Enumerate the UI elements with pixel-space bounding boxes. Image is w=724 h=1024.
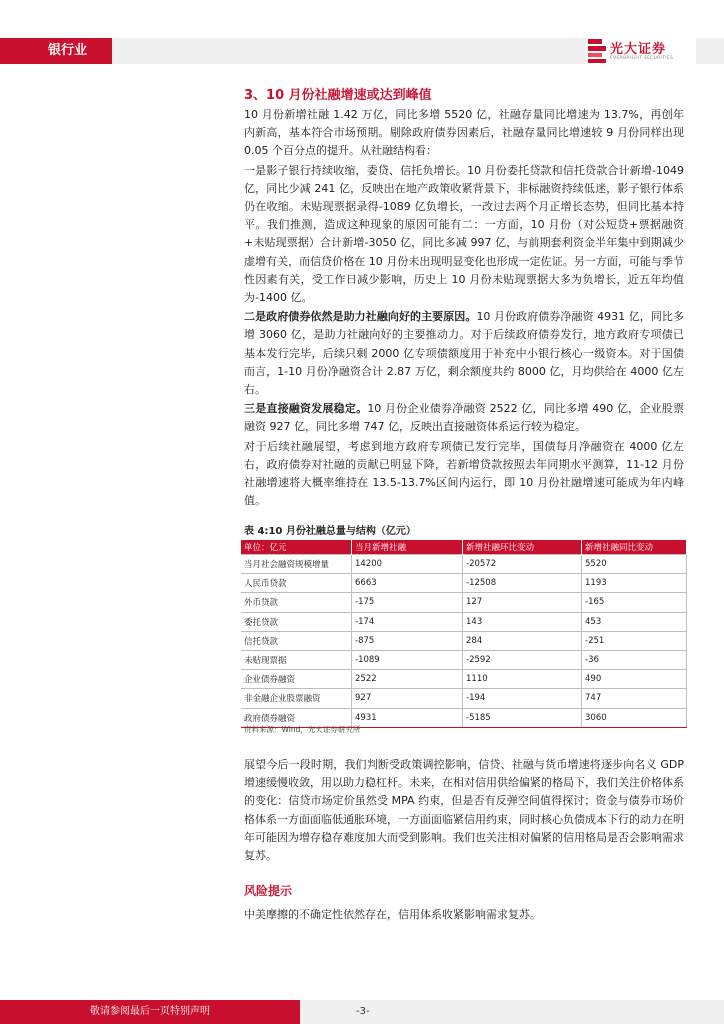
table-cell: 2522 xyxy=(352,670,463,689)
table-title: 表 4:10 月份社融总量与结构（亿元） xyxy=(244,526,416,537)
table-cell: -251 xyxy=(582,631,687,650)
risk-text: 中美摩擦的不确定性依然存在，信用体系收紧影响需求复苏。 xyxy=(244,908,541,921)
table-cell: 747 xyxy=(582,689,687,708)
table-row xyxy=(241,670,687,689)
table-cell: 3060 xyxy=(582,708,687,727)
table-cell: 1193 xyxy=(582,574,687,593)
table-cell: 人民币贷款 xyxy=(241,574,352,593)
table-cell: -174 xyxy=(352,612,463,631)
sector-label: 银行业 xyxy=(0,38,112,64)
table-cell: 927 xyxy=(352,689,463,708)
table-row xyxy=(241,574,687,593)
table-cell: -175 xyxy=(352,593,463,612)
paragraph: 二是政府债券依然是助力社融向好的主要原因。10 月份政府债券净融资 4931 亿，同比多增 3060 亿，是助力社融向好的主要推动力。对于后续政府债券发行，地方政府专项债已基本发行完毕，后续只剩 2000 亿专项债额度用于补充中小银行核心一级资本。对于国债而言，1-10 月份净融资合计 2.87 万亿，剩余额度共约 8000 亿，月均供给在 4000 亿左右。 xyxy=(244,310,685,397)
page-number: -3- xyxy=(356,1006,370,1017)
table-cell: -875 xyxy=(352,631,463,650)
paragraph: 对于后续社融展望，考虑到地方政府专项债已发行完毕，国债每月净融资在 4000 亿左右，政府债券对社融的贡献已明显下降，若新增贷款按照去年同期水平测算，11-12 月份社融增速将大概率维持在 13.5-13.7%区间内运行，即 10 月份社融增速可能成为年内峰值。 xyxy=(244,439,684,508)
brand-logo xyxy=(586,36,696,66)
table-cell: -20572 xyxy=(463,555,582,574)
brand-name: 光大证券 xyxy=(610,42,667,57)
table-cell: -5185 xyxy=(463,708,582,727)
table-row xyxy=(241,650,687,669)
table-cell: 14200 xyxy=(352,555,463,574)
table-cell: 非金融企业股票融资 xyxy=(241,689,352,708)
table-cell: 政府债券融资 xyxy=(241,708,352,727)
table-source: 资料来源：Wind，光大证券研究所 xyxy=(244,725,361,734)
risk-title: 风险提示 xyxy=(244,884,293,898)
table-row xyxy=(241,689,687,708)
column-header: 单位：亿元 xyxy=(241,540,352,555)
table-cell: -36 xyxy=(582,650,687,669)
table-cell: 企业债券融资 xyxy=(241,670,352,689)
table-row xyxy=(241,593,687,612)
paragraph: 10 月份新增社融 1.42 万亿，同比多增 5520 亿，社融存量同比增速为 13.7%，再创年内新高，基本符合市场预期。剔除政府债券因素后，社融存量同比增速较 9 月份同样出现 0.05 个百分点的提升。从社融结构看： xyxy=(244,108,684,158)
table-cell: 1110 xyxy=(463,670,582,689)
table-cell: 490 xyxy=(582,670,687,689)
table-header-row xyxy=(241,540,687,555)
section-body xyxy=(244,106,684,511)
table-cell: -165 xyxy=(582,593,687,612)
paragraph: 三是直接融资发展稳定。10 月份企业债券净融资 2522 亿，同比多增 490 亿，企业股票融资 927 亿，同比多增 747 亿，反映出直接融资体系运行较为稳定。 xyxy=(244,402,685,434)
table-cell: 284 xyxy=(463,631,582,650)
social-financing-table xyxy=(241,540,687,728)
table-cell: -12508 xyxy=(463,574,582,593)
table-cell: 当月社会融资规模增量 xyxy=(241,555,352,574)
column-header: 当月新增社融 xyxy=(352,540,463,555)
table-row xyxy=(241,631,687,650)
table-cell: 6663 xyxy=(352,574,463,593)
table-cell: 5520 xyxy=(582,555,687,574)
outlook-paragraph: 展望今后一段时期，我们判断受政策调控影响，信贷、社融与货币增速将逐步向名义 GDP 增速缓慢收敛，用以助力稳杠杆。未来，在相对信用供给偏紧的格局下，我们关注价格体系的变化：信贷市场定价虽然受 MPA 约束，但是否有反弹空间值得探讨；资金与债券市场价格体系一方面面临低通胀环境，一方面面临紧信用约束，同时核心负债成本下行的动力在明年可能因为增存稳存难度加大而受到影响。我们也关注相对偏紧的信用格局是否会影响需求复苏。 xyxy=(244,758,684,863)
paragraph: 一是影子银行持续收缩，委贷、信托负增长。10 月份委托贷款和信托贷款合计新增-1049 亿，同比少减 241 亿，反映出在地产政策收紧背景下，非标融资持续低迷，影子银行体系仍在收缩。未贴现票据录得-1089 亿负增长，一改过去两个月正增长态势，但同比基本持平。我们推测，造成这种现象的原因可能有二：一方面，10 月份（对公短贷+票据融资+未贴现票据）合计新增-3050 亿，同比多减 997 亿，与前期套利资金半年集中到期减少虚增有关，而信贷价格在 10 月份未出现明显变化也形成一定佐证。另一方面，可能与季节性因素有关，受工作日减少影响，历史上 10 月份未贴现票据大多为负增长，近五年均值为-1400 亿。 xyxy=(244,163,684,305)
footer-disclaimer[interactable]: 敬请参阅最后一页特别声明 xyxy=(0,1000,300,1024)
table-cell: 4931 xyxy=(352,708,463,727)
brand-name-en: EVERBRIGHT SECURITIES xyxy=(610,56,674,61)
column-header: 新增社融同比变动 xyxy=(582,540,687,555)
table-cell: 453 xyxy=(582,612,687,631)
table-cell: 信托贷款 xyxy=(241,631,352,650)
table-cell: -1089 xyxy=(352,650,463,669)
table-cell: 外币贷款 xyxy=(241,593,352,612)
table-cell: -2592 xyxy=(463,650,582,669)
section-title: 3、10 月份社融增速或达到峰值 xyxy=(244,88,432,103)
table-cell: 委托贷款 xyxy=(241,612,352,631)
table-cell: 127 xyxy=(463,593,582,612)
table-cell: 未贴现票据 xyxy=(241,650,352,669)
brand-logo-icon xyxy=(588,39,606,63)
footer xyxy=(0,1000,724,1024)
table-row xyxy=(241,612,687,631)
table-cell: -194 xyxy=(463,689,582,708)
column-header: 新增社融环比变动 xyxy=(463,540,582,555)
table-cell: 143 xyxy=(463,612,582,631)
table-row xyxy=(241,555,687,574)
